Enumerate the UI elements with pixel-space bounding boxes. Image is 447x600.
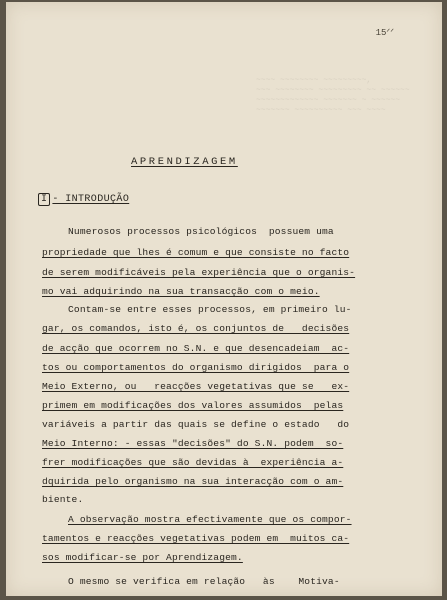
paragraph-2-line-11: biente. [42,494,84,505]
paragraph-2-line-8: Meio Interno: - essas "decisões" do S.N. podem so- [42,438,344,449]
paragraph-1-line-1: Numerosos processos psicológicos possuem uma [68,226,334,237]
page-number: 15ᐟᐟ [375,28,394,38]
paragraph-1-line-3: de serem modificáveis pela experiência que o organis- [42,267,356,278]
bleed-through-text: ~~~~ ~~~~~~~~ ~~~~~~~~~, ~~~ ~~~~~~~~ ~~~~~~~~~ ~~ ~~~~~~ ~~~~~~~~~~~~~ ~~~~~~~ ~ ~~~~~~ ~~~~~~~ ~~~~~~~~~~ ~~~ ~~~~ [256,76,410,115]
paragraph-2-line-7: variáveis a partir das quais se define o estado do [42,419,350,430]
paragraph-1-line-2: propriedade que lhes é comum e que consiste no facto [42,247,350,258]
section-title: - INTRODUÇÃO [52,194,130,205]
paragraph-2-line-6: primem em modificações dos valores assumidos pelas [42,400,344,411]
paragraph-2-line-1: Contam-se entre esses processos, em primeiro lu- [68,304,352,315]
paragraph-3-line-3: sos modificar-se por Aprendizagem. [42,552,243,563]
section-heading [38,193,129,206]
paragraph-3-line-1: A observação mostra efectivamente que os compor- [68,514,352,525]
paragraph-2-line-5: Meio Externo, ou reacções vegetativas que se ex- [42,381,350,392]
paragraph-3-line-2: tamentos e reacções vegetativas podem em muitos ca- [42,533,350,544]
paragraph-1-line-4: mo vai adquirindo na sua transacção com o meio. [42,286,320,297]
chapter-title: APRENDIZAGEM [131,156,238,168]
paragraph-2-line-4: tos ou comportamentos do organismo dirigidos para o [42,362,350,373]
paragraph-4-line-1: O mesmo se verifica em relação às Motiva- [68,576,340,587]
section-number: I [38,193,50,206]
document-page [6,2,442,596]
paragraph-2-line-9: frer modificações que são devidas à experiência a- [42,457,344,468]
paragraph-2-line-10: dquirida pelo organismo na sua interacção com o am- [42,476,344,487]
paragraph-2-line-2: gar, os comandos, isto é, os conjuntos de decisões [42,323,350,334]
paragraph-2-line-3: de acção que ocorrem no S.N. e que desencadeiam ac- [42,343,350,354]
